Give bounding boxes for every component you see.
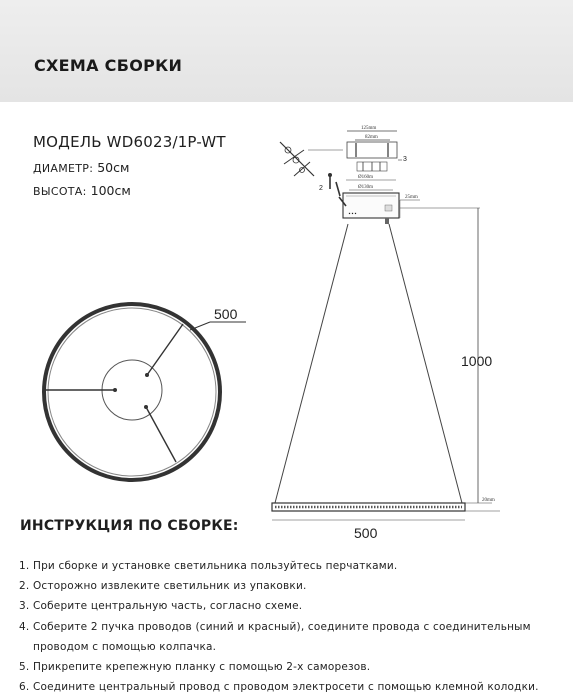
suspension-cable-left [275, 224, 348, 503]
hub-point-left [113, 388, 117, 392]
hub-point-bottom [144, 405, 148, 409]
ring-outer [44, 304, 220, 480]
model-name: МОДЕЛЬ WD6023/1P-WT [33, 133, 226, 151]
suspension-cable-right [389, 224, 462, 503]
canopy-assembly [280, 126, 420, 224]
canopy-switch [385, 205, 392, 211]
canopy-top-width: 125mm [361, 126, 377, 131]
instruction-step: 1. При сборке и установке светильника пользуйтесь перчатками. [19, 560, 398, 572]
instruction-step-continuation: проводом с помощью колпачка. [33, 640, 217, 653]
canopy-label: ▪▪▪ [348, 211, 358, 217]
mounting-plate [347, 142, 397, 158]
wire-detail-line-1 [280, 142, 314, 176]
canopy-height: 25mm [405, 195, 418, 200]
bar-width-label: 500 [354, 525, 378, 541]
instruction-step: 3. Соберите центральную часть, согласно схеме. [19, 600, 303, 613]
instruction-step: 5. Прикрепите крепежную планку с помощью 2-х саморезов. [19, 660, 371, 673]
spoke-bottom [146, 407, 176, 462]
instructions-title: ИНСТРУКЦИЯ ПО СБОРКЕ: [20, 518, 239, 534]
part-number-3: 3 [403, 156, 407, 163]
instruction-step: 6. Соедините центральный провод с проводом электросети с помощью клемной колодки. [19, 681, 539, 694]
instruction-steps [19, 557, 564, 698]
height-label: ВЫСОТА: [33, 185, 87, 198]
instruction-step: 4. Соберите 2 пучка проводов (синий и красный), соедините провода с соединительным [19, 620, 531, 633]
canopy-inner-diameter: Ø130m [358, 185, 373, 190]
page-title: СХЕМА СБОРКИ [34, 56, 183, 75]
bar-height: 20mm [482, 498, 495, 503]
diameter-value: 50см [97, 160, 130, 175]
hanging-length-label: 1000 [461, 353, 493, 369]
spoke-top [147, 324, 183, 375]
ring-top-view [44, 304, 246, 480]
screw-detail [319, 173, 346, 206]
instruction-step: 2. Осторожно извлеките светильник из упаковки. [19, 580, 307, 593]
diameter-label: ДИАМЕТР: [33, 162, 94, 175]
part-number-2: 2 [319, 185, 323, 192]
screw-head [328, 173, 332, 177]
height-value: 100см [90, 183, 131, 198]
hub-point-top [145, 373, 149, 377]
assembly-diagram [0, 100, 573, 550]
screw-2 [336, 182, 340, 196]
canopy-cord-grip [385, 218, 389, 224]
canopy-inner-width: 82mm [365, 135, 378, 140]
ring-diameter-label: 500 [214, 306, 238, 322]
ring-inner [48, 308, 216, 476]
header-bar [0, 0, 573, 102]
wire-detail [280, 142, 343, 176]
pendant-side-view [272, 208, 500, 541]
canopy-outer-diameter: Ø160m [358, 175, 373, 180]
